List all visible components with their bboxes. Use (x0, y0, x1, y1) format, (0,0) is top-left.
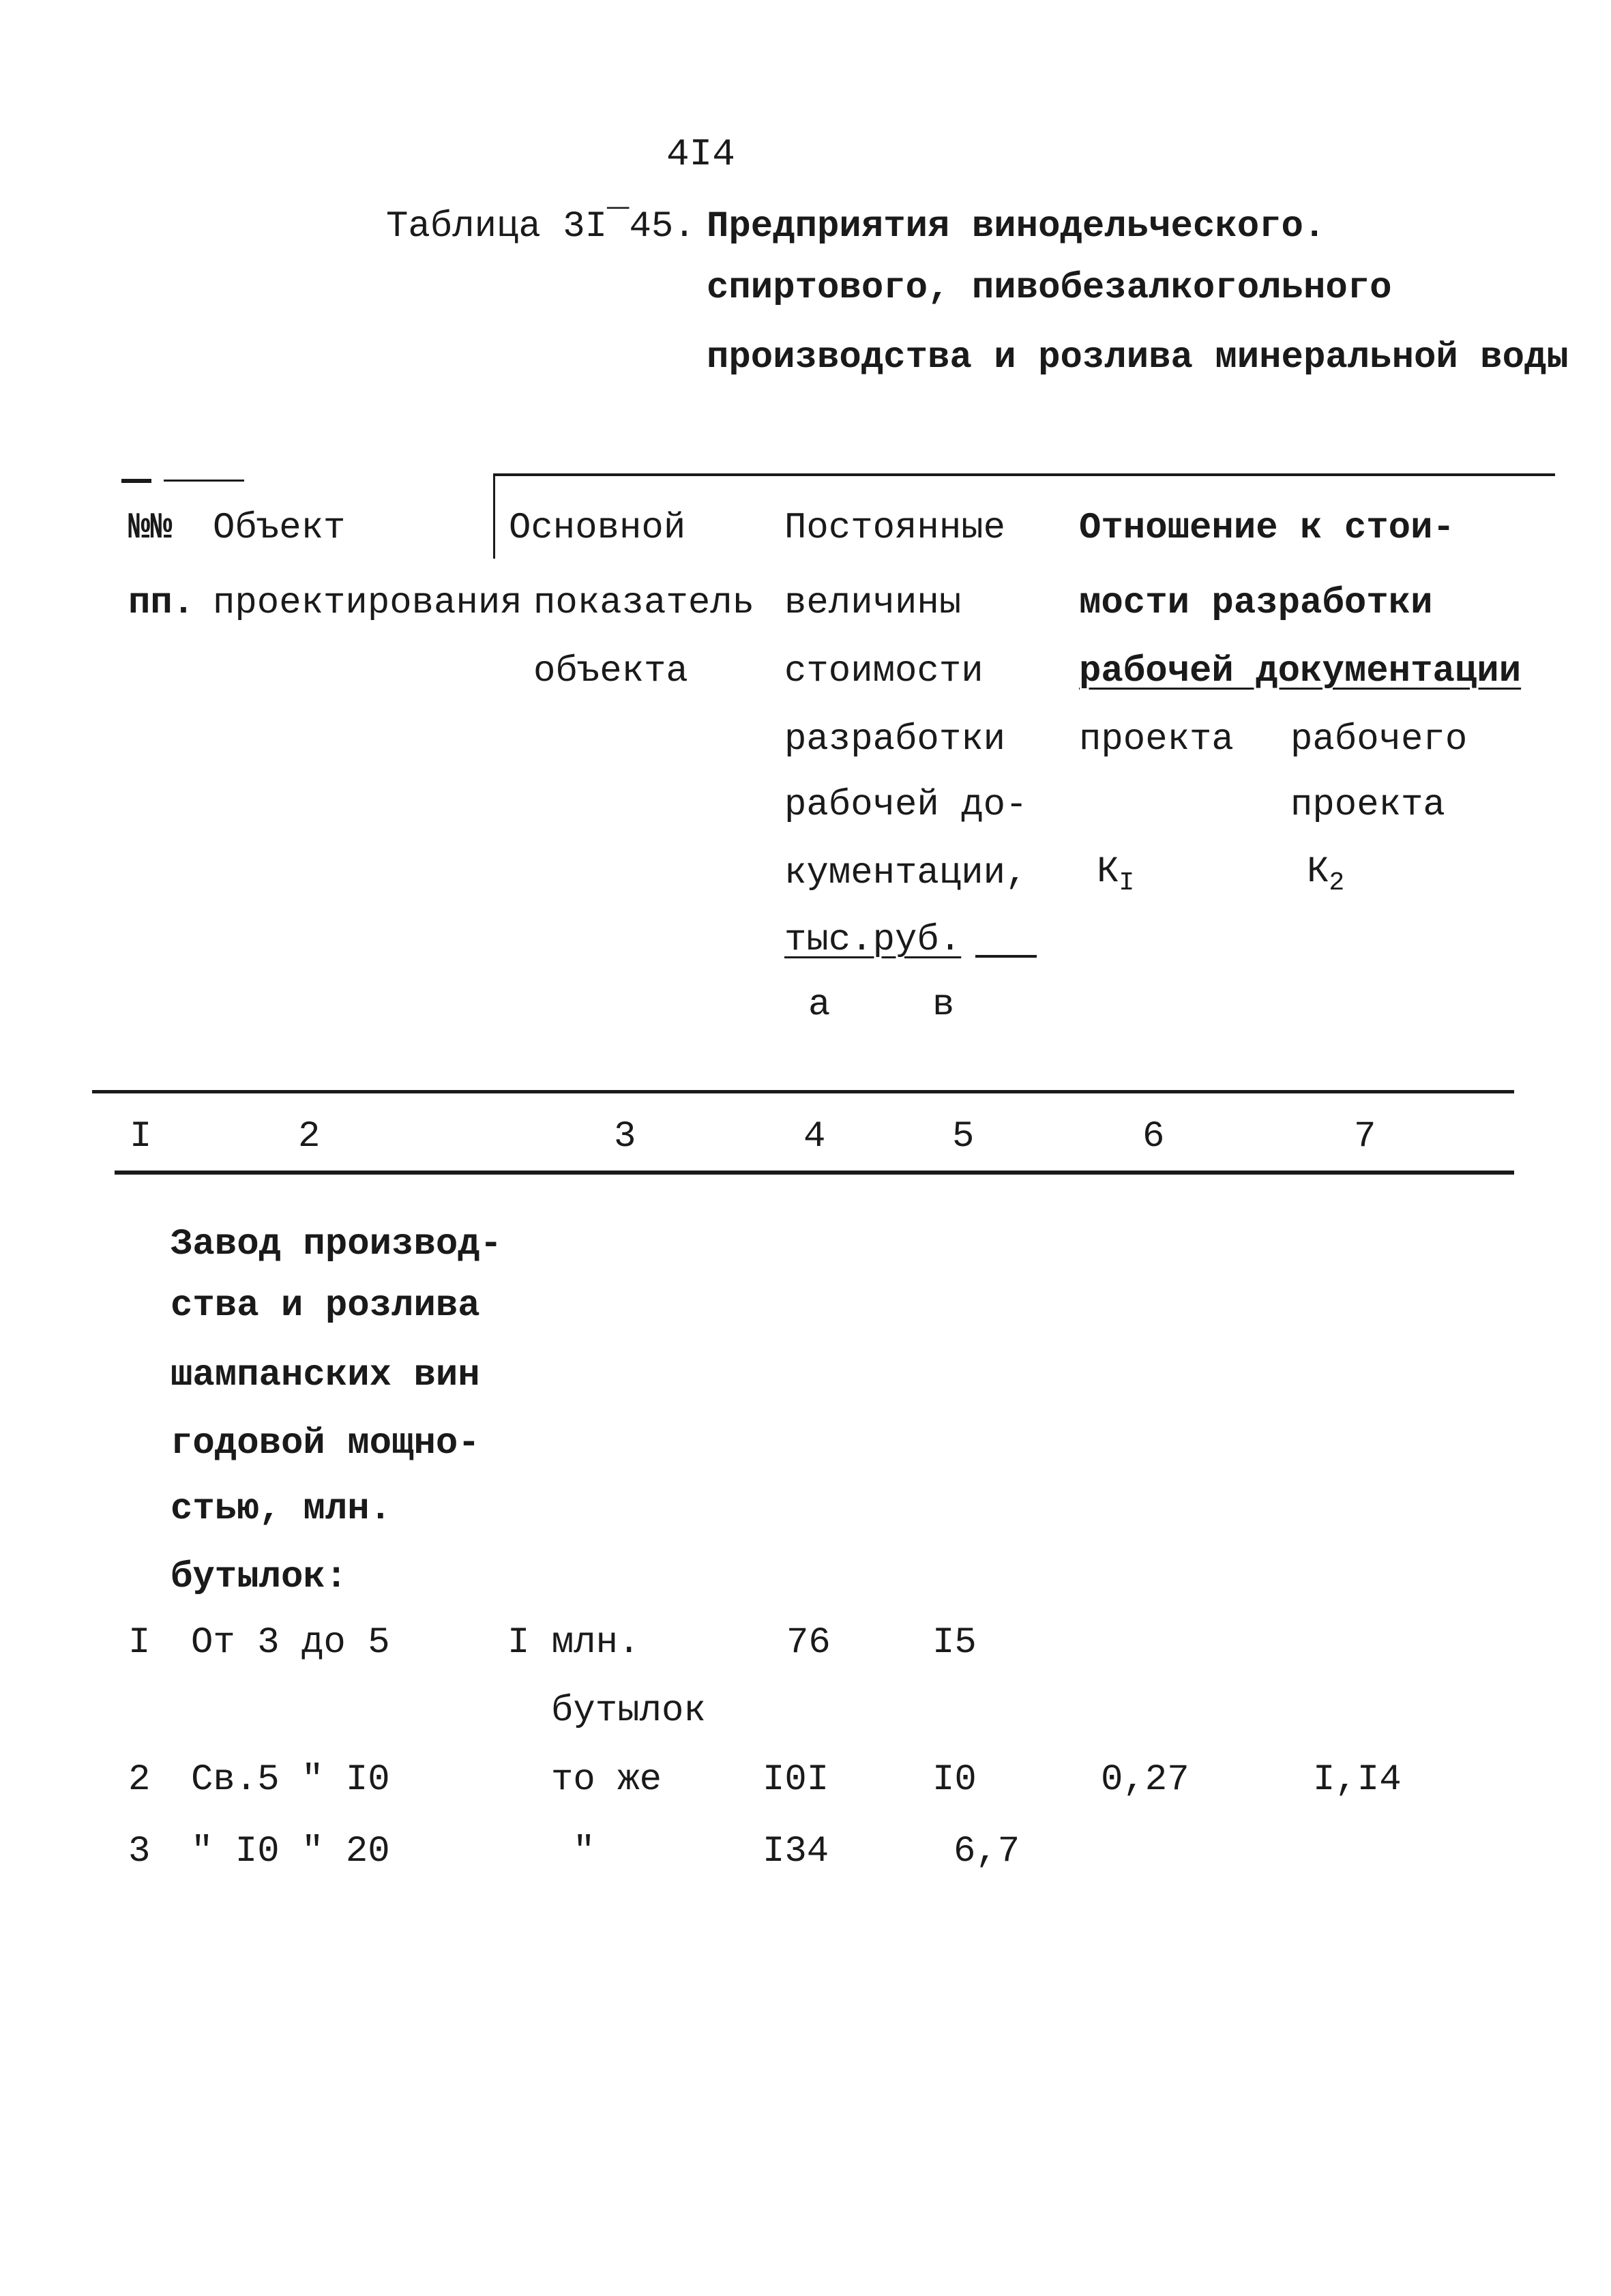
header-col7-k2 (1307, 851, 1345, 898)
table-title-line-2: спиртового, пивобезалкогольного (707, 267, 1392, 309)
group-title-line-3: шампанских вин (171, 1355, 480, 1396)
table-row-1-value-a: 76 (786, 1622, 831, 1664)
column-number-1: I (130, 1116, 152, 1158)
header-col67-line-1: Отношение к стои- (1079, 507, 1455, 549)
table-label: Таблица 3I¯45. (386, 206, 696, 248)
group-title-line-4: годовой мощно- (171, 1423, 480, 1465)
k2-letter: К (1307, 851, 1329, 893)
table-row-2-k2: I,I4 (1313, 1759, 1402, 1801)
header-col45-line-6: кументации, (784, 853, 1028, 894)
header-divider (493, 473, 495, 559)
header-col2-line-1: Объект (213, 507, 346, 549)
header-col4-sub: а (808, 984, 831, 1026)
table-row-3-object: " I0 " 20 (191, 1831, 390, 1872)
k1-index: I (1119, 868, 1135, 898)
column-number-6: 6 (1142, 1116, 1165, 1158)
table-row-1-indicator-line-1: I млн. (507, 1622, 640, 1664)
column-number-7: 7 (1354, 1116, 1376, 1158)
table-row-1-no: I (128, 1622, 151, 1664)
k1-letter: К (1097, 851, 1119, 893)
table-row-3-no: 3 (128, 1831, 151, 1872)
header-col45-unit: тыс.руб. (784, 919, 962, 961)
table-title-line-3: производства и розлива минеральной воды (707, 337, 1569, 379)
header-col3-line-1: Основной (509, 507, 686, 549)
unit-underline-tail (975, 955, 1037, 958)
group-title-line-5: стью, млн. (171, 1488, 392, 1530)
column-numbers-bottom-rule (115, 1171, 1514, 1175)
header-col67-line-2: мости разработки (1079, 583, 1433, 624)
header-col45-line-3: стоимости (784, 651, 984, 692)
k2-index: 2 (1329, 868, 1345, 898)
header-col7-line-2: проекта (1290, 784, 1445, 826)
header-col2-line-2: проектирования (213, 583, 522, 624)
header-col6-k1 (1097, 851, 1135, 898)
header-top-rule (494, 473, 1555, 476)
page-number: 4I4 (666, 132, 735, 176)
column-number-5: 5 (952, 1116, 975, 1158)
table-row-3-value-b: 6,7 (954, 1831, 1020, 1872)
table-row-2-no: 2 (128, 1759, 151, 1801)
table-row-3-indicator: " (573, 1831, 595, 1872)
table-row-1-indicator-line-2: бутылок (551, 1690, 706, 1732)
header-col7-line-1: рабочего (1290, 719, 1468, 761)
header-col1-line-2: пп. (128, 583, 195, 624)
header-col67-line-3: рабочей документации (1079, 651, 1522, 692)
column-numbers-top-rule (92, 1090, 1514, 1093)
table-row-2-value-b: I0 (932, 1759, 977, 1801)
table-row-1-value-b: I5 (932, 1622, 977, 1664)
column-number-3: 3 (614, 1116, 636, 1158)
header-col1-line-1: №№ (128, 507, 173, 549)
header-col5-sub: в (932, 984, 955, 1026)
header-rule-fragment (121, 479, 151, 483)
header-col45-line-2: величины (784, 583, 962, 624)
header-col3-line-3: объекта (533, 651, 688, 692)
table-row-2-indicator: то же (551, 1759, 662, 1801)
header-col6-line-1: проекта (1079, 719, 1234, 761)
table-row-1-object: От 3 до 5 (191, 1622, 390, 1664)
header-rule-fragment (164, 480, 244, 482)
table-row-2-object: Св.5 " I0 (191, 1759, 390, 1801)
header-col45-line-5: рабочей до- (784, 784, 1028, 826)
header-col45-line-4: разработки (784, 719, 1006, 761)
table-row-2-value-a: I0I (763, 1759, 829, 1801)
column-number-4: 4 (803, 1116, 826, 1158)
group-title-line-6: бутылок: (171, 1557, 348, 1598)
group-title-line-2: ства и розлива (171, 1285, 480, 1327)
table-row-3-value-a: I34 (763, 1831, 829, 1872)
header-col3-line-2: показатель (533, 583, 755, 624)
table-row-2-k1: 0,27 (1101, 1759, 1189, 1801)
header-col45-line-1: Постоянные (784, 507, 1006, 549)
column-number-2: 2 (298, 1116, 321, 1158)
group-title-line-1: Завод производ- (171, 1224, 503, 1265)
table-title-line-1: Предприятия винодельческого. (707, 206, 1326, 248)
